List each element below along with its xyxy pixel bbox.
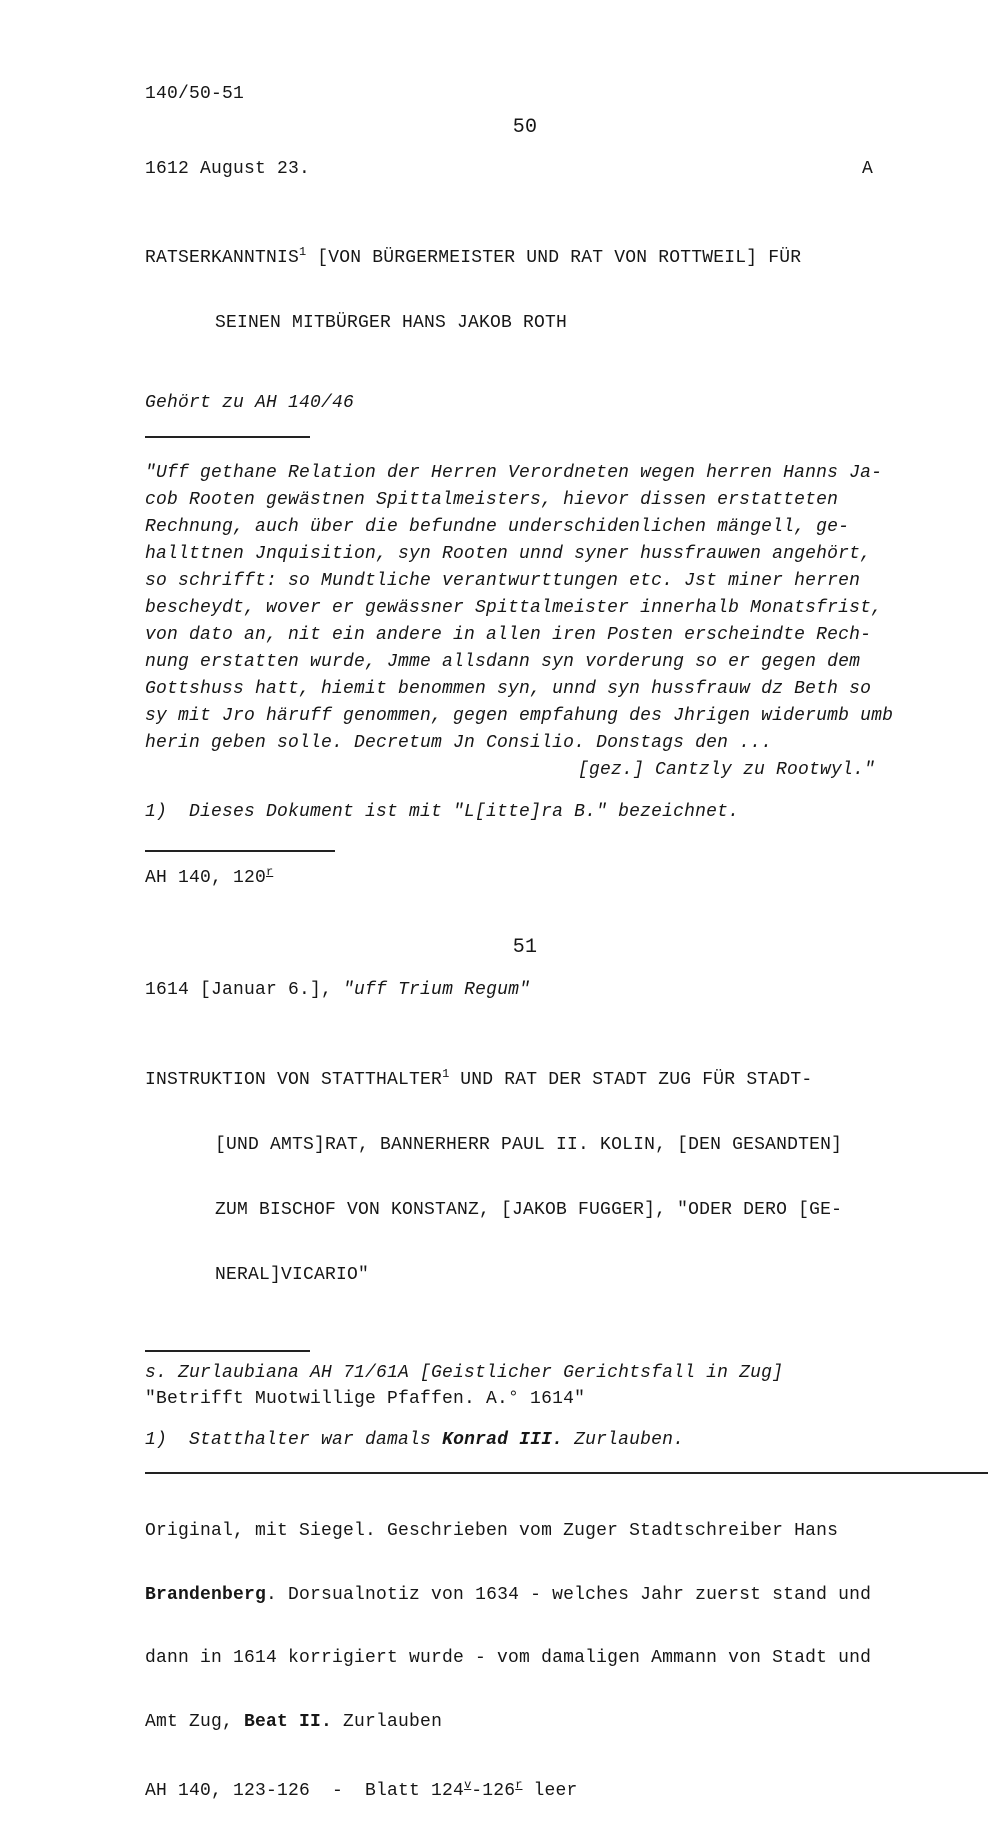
entry-50-date-row [145, 158, 873, 180]
entry-51-title [145, 1022, 1000, 1328]
description-line4 [145, 1711, 1000, 1735]
quote-line: nung erstatten wurde, Jmme allsdann syn vorderung so er gegen dem [145, 652, 861, 672]
folio-superscript: r [266, 865, 274, 879]
entry-50-footnote: 1) Dieses Dokument ist mit "L[itte]ra B." bezeichnet. [145, 802, 740, 822]
title-text: [VON BÜRGERMEISTER UND RAT VON ROTTWEIL] FÜR [306, 248, 802, 268]
entry-50-title-line1 [145, 240, 1000, 271]
entry-50-date: 1612 August 23. [145, 159, 311, 179]
entry-50-title [145, 200, 1000, 376]
entry-51-description [145, 1480, 1000, 1844]
entry-50-source [145, 860, 1000, 890]
entry-50-corner-letter: A [861, 159, 873, 179]
entry-51-footnote [145, 1428, 1000, 1452]
divider-rule [145, 1472, 988, 1474]
description-line2 [145, 1584, 1000, 1608]
footnote-text: 1) Statthalter war damals [145, 1430, 443, 1450]
quote-line: hallttnen Jnquisition, syn Rooten unnd syner hussfrauwen angehört, [145, 544, 872, 564]
entry-51-source [145, 1774, 1000, 1804]
description-line1: Original, mit Siegel. Geschrieben vom Zuger Stadtschreiber Hans [145, 1521, 839, 1541]
quote-line: herin geben solle. Decretum Jn Consilio. Donstags den ... [145, 733, 773, 753]
divider-rule [145, 436, 310, 438]
entry-51-title-line4: NERAL]VICARIO" [215, 1265, 370, 1285]
source-text: AH 140, 120 [145, 868, 267, 888]
quote-line: cob Rooten gewästnen Spittalmeisters, hievor dissen erstatteten [145, 490, 839, 510]
quote-line: sy mit Jro häruff genommen, gegen empfahung des Jhrigen widerumb umb [145, 706, 894, 726]
entry-51-dorsal-note: "Betrifft Muotwillige Pfaffen. A.° 1614" [145, 1389, 586, 1409]
name-bold: Brandenberg [145, 1584, 267, 1605]
footnote-marker: 1 [442, 1067, 450, 1081]
quote-line: Gottshuss hatt, hiemit benommen syn, unnd syn hussfrauw dz Beth so [145, 679, 872, 699]
quote-line: von dato an, nit ein andere in allen iren Posten erscheindte Rech- [145, 625, 872, 645]
entry-51-date-note: "uff Trium Regum" [343, 980, 531, 1000]
entry-51-cross-reference: s. Zurlaubiana AH 71/61A [Geistlicher Gerichtsfall in Zug] [145, 1363, 784, 1383]
folio-superscript: r [515, 1778, 523, 1792]
entry-number-51: 51 [512, 936, 538, 959]
description-text: Amt Zug, [145, 1711, 245, 1732]
quote-line: bescheydt, wover er gewässner Spittalmeister innerhalb Monatsfrist, [145, 598, 883, 618]
entry-51-title-line1 [145, 1062, 1000, 1093]
entry-51-title-line3: ZUM BISCHOF VON KONSTANZ, [JAKOB FUGGER], "ODER DERO [GE- [215, 1200, 843, 1220]
title-text: UND RAT DER STADT ZUG FÜR STADT- [449, 1070, 813, 1090]
footnote-name-bold: Konrad III. [442, 1430, 564, 1450]
quote-line: "Uff gethane Relation der Herren Verordneten wegen herren Hanns Ja- [145, 463, 883, 483]
description-text: Zurlauben [332, 1711, 443, 1732]
divider-rule [145, 850, 335, 852]
divider-rule [145, 1350, 310, 1352]
name-bold: Beat II. [244, 1711, 333, 1732]
footnote-marker: 1 [299, 245, 307, 259]
entry-50-title-line2: SEINEN MITBÜRGER HANS JAKOB ROTH [215, 313, 568, 333]
description-line3: dann in 1614 korrigiert wurde - vom damaligen Ammann von Stadt und [145, 1648, 872, 1668]
entry-50 [145, 116, 1000, 890]
title-text: RATSERKANNTNIS [145, 248, 300, 268]
description-text: . Dorsualnotiz von 1634 - welches Jahr zuerst stand und [266, 1584, 872, 1605]
archive-reference: 140/50-51 [145, 84, 245, 104]
footnote-text: Zurlauben. [563, 1430, 685, 1450]
source-text: AH 140, 123-126 - Blatt 124 [145, 1781, 465, 1801]
entry-51-date: 1614 [Januar 6.], [145, 980, 344, 1000]
source-text: leer [522, 1781, 578, 1801]
entry-number-50: 50 [512, 116, 538, 139]
entry-50-quote [145, 460, 1000, 757]
quote-line: Rechnung, auch über die befundne underschidenlichen mängell, ge- [145, 517, 850, 537]
entry-51-title-line2: [UND AMTS]RAT, BANNERHERR PAUL II. KOLIN, [DEN GESANDTEN] [215, 1135, 843, 1155]
entry-51-date-row [145, 978, 1000, 1002]
folio-superscript: v [464, 1778, 472, 1792]
quote-line: so schrifft: so Mundtliche verantwurttungen etc. Jst miner herren [145, 571, 861, 591]
title-text: INSTRUKTION VON STATTHALTER [145, 1070, 443, 1090]
source-text: -126 [471, 1781, 516, 1801]
entry-51 [145, 936, 1000, 1844]
entry-50-quote-signature: [gez.] Cantzly zu Rootwyl." [577, 760, 875, 780]
entry-50-cross-reference: Gehört zu AH 140/46 [145, 393, 355, 413]
